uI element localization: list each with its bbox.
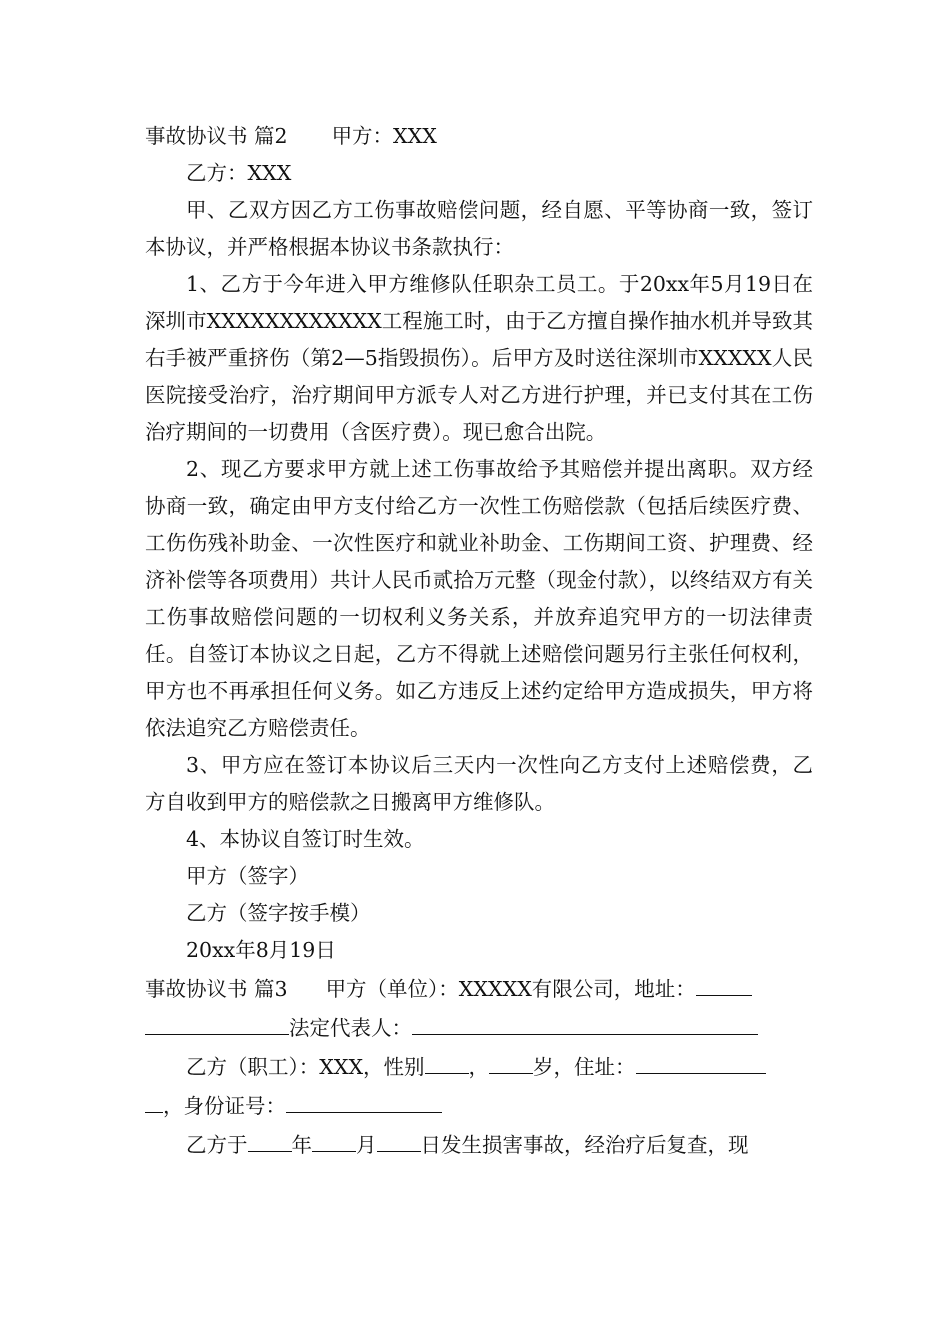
residence-blank[interactable] — [636, 1047, 766, 1074]
section3-party-a: 甲方（单位）：XXXXX有限公司，地址： — [325, 977, 696, 1001]
section2-intro: 甲、乙双方因乙方工伤事故赔偿问题，经自愿、平等协商一致，签订本协议，并严格根据本协议书条款执行： — [145, 198, 813, 259]
section3-party-b-line — [145, 1047, 813, 1086]
incident-prefix: 乙方于 — [186, 1133, 248, 1157]
month-blank[interactable] — [312, 1125, 356, 1152]
section2-clause-4: 4、本协议自签订时生效。 — [186, 827, 425, 851]
section2-title: 事故协议书 篇2 — [145, 124, 288, 148]
section3-legal-rep-line — [145, 1008, 813, 1047]
age-label: 岁，住址： — [533, 1055, 636, 1079]
section2-date: 20xx年8月19日 — [186, 938, 336, 962]
incident-suffix: 日发生损害事故，经治疗后复查，现 — [420, 1133, 749, 1157]
day-blank[interactable] — [377, 1125, 421, 1152]
legal-rep-blank[interactable] — [412, 1008, 758, 1035]
month-label: 月 — [356, 1133, 377, 1157]
residence-blank-continued[interactable] — [145, 1086, 163, 1113]
section3-incident-line — [145, 1125, 813, 1164]
address-blank[interactable] — [696, 969, 752, 996]
comma-separator: ， — [468, 1055, 490, 1079]
age-blank[interactable] — [489, 1047, 533, 1074]
gender-blank[interactable] — [425, 1047, 469, 1074]
section2-signature-b: 乙方（签字按手模） — [186, 901, 371, 925]
section3-id-line — [145, 1086, 813, 1125]
id-number-blank[interactable] — [286, 1086, 442, 1113]
section2-clause-2: 2、现乙方要求甲方就上述工伤事故给予其赔偿并提出离职。双方经协商一致，确定由甲方支付给乙方一次性工伤赔偿款（包括后续医疗费、工伤伤残补助金、一次性医疗和就业补助金、工伤期间工资、护理费、经济补偿等各项费用）共计人民币贰拾万元整（现金付款），以终结双方有关工伤事故赔偿问题的一切权利义务关系，并放弃追究甲方的一切法律责任。自签订本协议之日起，乙方不得就上述赔偿问题另行主张任何权利，甲方也不再承担任何义务。如乙方违反上述约定给甲方造成损失，甲方将依法追究乙方赔偿责任。 — [145, 457, 813, 740]
section2-signature-a: 甲方（签字） — [186, 864, 309, 888]
section2-clause-1: 1、乙方于今年进入甲方维修队任职杂工员工。于20xx年5月19日在深圳市XXXXXXXXXXXX工程施工时，由于乙方擅自操作抽水机并导致其右手被严重挤伤（第2—5指毁损伤）。后甲方及时送往深圳市XXXXX人民医院接受治疗，治疗期间甲方派专人对乙方进行护理，并已支付其在工伤治疗期间的一切费用（含医疗费）。现已愈合出院。 — [145, 272, 813, 444]
year-blank[interactable] — [248, 1125, 292, 1152]
section2-heading-line — [145, 118, 813, 155]
year-label: 年 — [291, 1133, 312, 1157]
legal-rep-label: 法定代表人： — [289, 1016, 412, 1040]
section2-party-a: 甲方：XXX — [331, 124, 437, 148]
section2-clause-3: 3、甲方应在签订本协议后三天内一次性向乙方支付上述赔偿费，乙方自收到甲方的赔偿款之日搬离甲方维修队。 — [145, 753, 813, 814]
party-b-prefix: 乙方（职工）：XXX，性别 — [186, 1055, 425, 1079]
document-body — [145, 118, 813, 1164]
address-blank-continued[interactable] — [145, 1008, 289, 1035]
section2-party-b: 乙方：XXX — [186, 161, 292, 185]
id-label: ，身份证号： — [163, 1094, 286, 1118]
section3-heading-line — [145, 969, 813, 1008]
section3-title: 事故协议书 篇3 — [145, 977, 288, 1001]
